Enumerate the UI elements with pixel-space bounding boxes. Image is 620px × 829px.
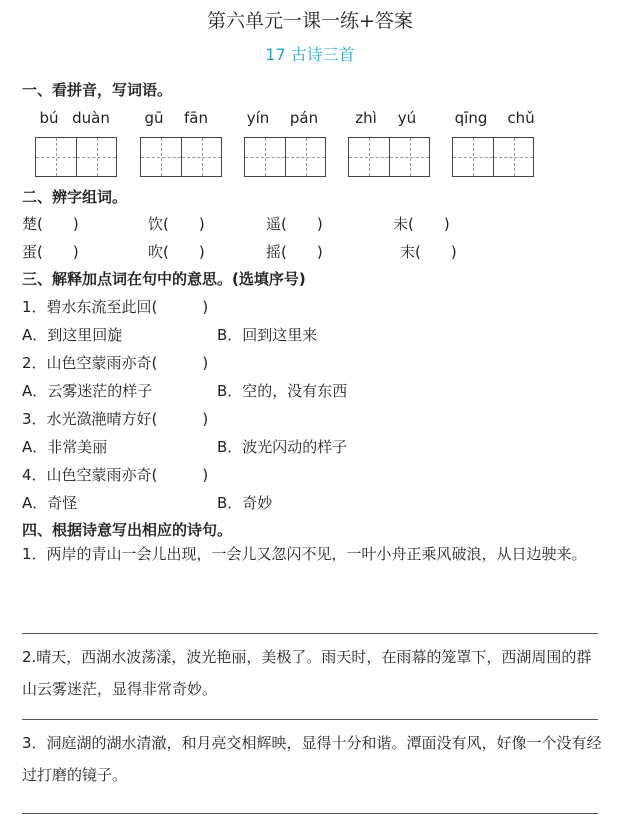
option-a: A．非常美丽 [22,438,108,456]
pinyin: yín [246,109,270,127]
question: 4．山色空蒙雨亦奇( ) [22,466,209,484]
pinyin: qīng [454,109,488,127]
option-b: B．波光闪动的样子 [217,438,348,456]
char-pair: 饮( ) [148,215,205,233]
question: 1．碧水东流至此回( ) [22,298,209,316]
question: 2．山色空蒙雨亦奇( ) [22,354,209,372]
pinyin: duàn [72,109,110,127]
writing-box-group[interactable] [244,137,326,177]
writing-cell[interactable] [245,138,285,176]
writing-cell[interactable] [181,138,221,176]
option-b: B．回到这里来 [217,326,318,344]
pinyin: gū [144,109,164,127]
char-pair: 遥( ) [266,215,323,233]
writing-box-group[interactable] [452,137,534,177]
writing-cell[interactable] [285,138,325,176]
writing-box-group[interactable] [348,137,430,177]
pinyin: zhì [355,109,377,127]
writing-cell[interactable] [349,138,389,176]
option-b: B．奇妙 [217,494,273,512]
option-a: A．奇怪 [22,494,78,512]
writing-cell[interactable] [76,138,116,176]
section-3-heading: 三、解释加点词在句中的意思。(选填序号) [22,270,306,288]
writing-cell[interactable] [141,138,181,176]
writing-cell[interactable] [389,138,429,176]
pinyin: fān [184,109,208,127]
page-title: 第六单元一课一练+答案 [207,10,413,32]
answer-line[interactable] [22,813,598,814]
option-b: B．空的，没有东西 [217,382,348,400]
option-a: A．到这里回旋 [22,326,123,344]
char-pair: 末( ) [400,243,457,261]
poem-meaning: 1．两岸的青山一会儿出现，一会儿又忽闪不见，一叶小舟正乘风破浪，从日边驶来。 [22,545,587,563]
poem-meaning: 3．洞庭湖的湖水清澈，和月亮交相辉映，显得十分和谐。潭面没有风，好像一个没有经过打磨的镜子。 [22,734,602,784]
answer-line[interactable] [22,719,598,720]
poem-meaning: 2.晴天，西湖水波荡漾，波光艳丽，美极了。雨天时，在雨幕的笼罩下，西湖周围的群山云雾迷茫，显得非常奇妙。 [22,648,592,698]
option-a: A．云雾迷茫的样子 [22,382,153,400]
answer-line[interactable] [22,633,598,634]
pinyin: chǔ [507,109,535,127]
writing-cell[interactable] [493,138,533,176]
question: 3．水光潋滟晴方好( ) [22,410,209,428]
char-pair: 蛋( ) [22,243,79,261]
section-1-heading: 一、看拼音，写词语。 [22,81,173,99]
pinyin: pán [289,109,319,127]
pinyin: yú [397,109,417,127]
writing-cell[interactable] [453,138,493,176]
char-pair: 楚( ) [22,215,79,233]
lesson-subtitle: 17 古诗三首 [265,45,355,64]
char-pair: 吹( ) [148,243,205,261]
writing-cell[interactable] [36,138,76,176]
writing-box-group[interactable] [140,137,222,177]
writing-box-group[interactable] [35,137,117,177]
char-pair: 摇( ) [266,243,323,261]
char-pair: 未( ) [393,215,450,233]
pinyin: bú [39,109,59,127]
section-4-heading: 四、根据诗意写出相应的诗句。 [22,521,233,539]
section-2-heading: 二、辨字组词。 [22,188,128,206]
